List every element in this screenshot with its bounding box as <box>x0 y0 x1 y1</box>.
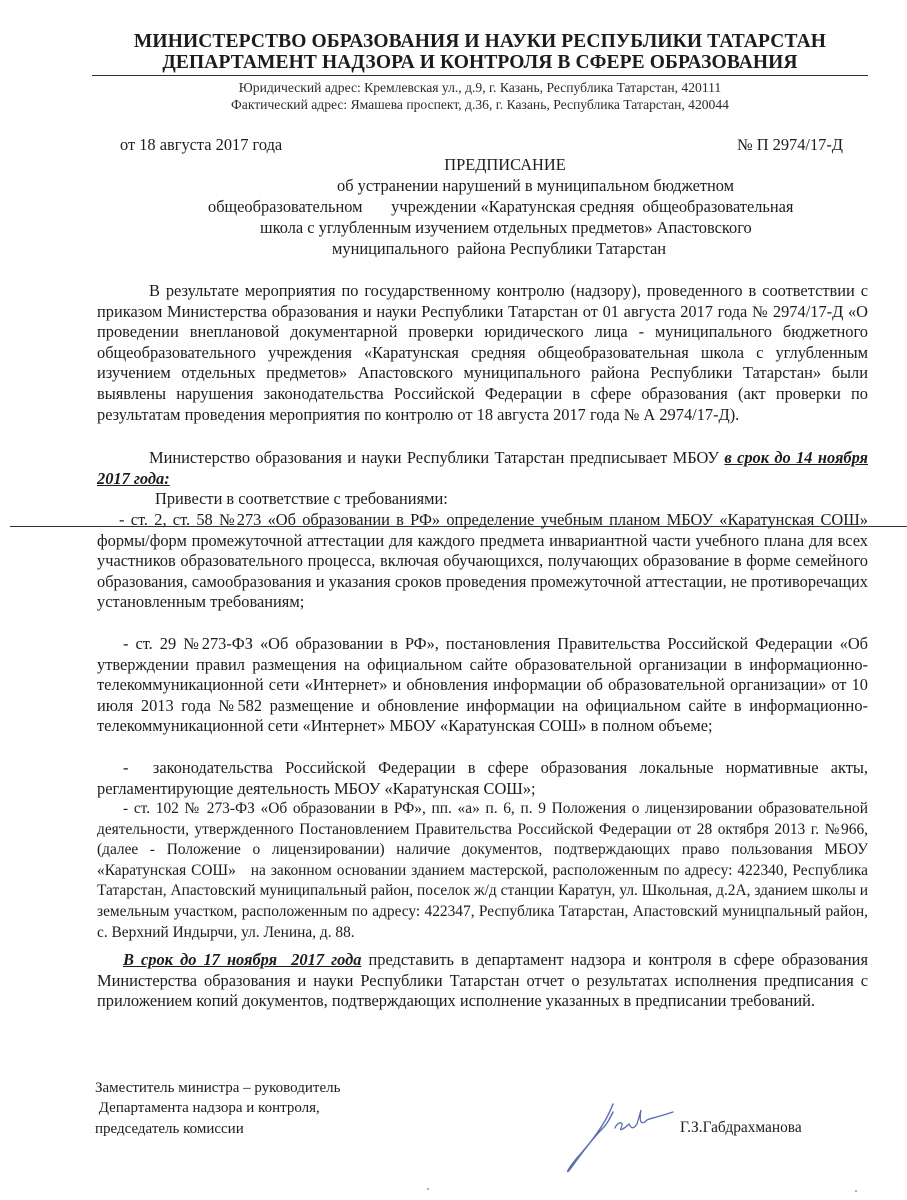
order-deadline: в срок до 14 ноября 2017 года: <box>97 448 868 488</box>
position-line-3: председатель комиссии <box>95 1120 244 1137</box>
intro-paragraph: В результате мероприятия по государственному контролю (надзору), проведенного в соответствии с приказом Министерства образования и науки Республики Татарстан от 01 августа 2017 года № 2974/17-Д «О проведении внеплановой документарной проверки юридического лица - муниципального бюджетного общеобразовательного учреждения «Каратунская средняя общеобразовательная школа с углубленным изучением отдельных предметов» Апастовского муниципального района Республики Татарстан» были выявлены нарушения законодательства Российской Федерации в сфере образования (акт проверки по результатам проведения мероприятия по контролю от 18 августа 2017 года № А 2974/17-Д). <box>97 281 868 424</box>
requirement-item-2: - ст. 29 №273-ФЗ «Об образовании в РФ», постановления Правительства Российской Федерации «Об утверждении правил размещения на официальном сайте образовательной организации в информационно-телекоммуникационной сети «Интернет» и обновления информации об образовательной организации» от 10 июля 2013 года №582 размещение и обновление информации на официальном сайте в информационно-телекоммуникационной сети «Интернет» МБОУ «Каратунская СОШ» в полном объеме; <box>97 634 868 736</box>
report-text: представить в департамент надзора и контроля в сфере образования Министерства образования и науки Республики Татарстан отчет о результатах исполнения предписания с приложением копий документов, подтверждающих исполнение указанных в предписании требований. <box>97 950 868 1011</box>
scan-speck <box>855 1190 857 1192</box>
document-date: от 18 августа 2017 года <box>120 135 283 154</box>
order-text: Министерство образования и науки Республики Татарстан предписывает МБОУ <box>149 448 725 467</box>
document-number: № П 2974/17-Д <box>736 135 843 154</box>
position-line-2: Департамента надзора и контроля, <box>95 1100 320 1117</box>
document-heading: ПРЕДПИСАНИЕ <box>444 155 566 174</box>
department-title: ДЕПАРТАМЕНТ НАДЗОРА И КОНТРОЛЯ В СФЕРЕ ОБРАЗОВАНИЯ <box>162 52 798 73</box>
subtitle-line-1: об устранении нарушений в муниципальном бюджетном <box>337 176 735 195</box>
requirement-item-1: - ст. 2, ст. 58 №273 «Об образовании в РФ» определение учебным планом МБОУ «Каратунская СОШ» формы/форм промежуточной аттестации для каждого предмета инвариантной части учебного плана для всех участников образовательного процесса, включая обучающихся, получающих образование в форме семейного образования, самообразования и указания сроков проведения промежуточной аттестации, не противоречащих установленным требованиям; <box>97 510 868 612</box>
handwritten-signature-icon <box>555 1098 690 1178</box>
requirements-heading: Привести в соответствие с требованиями: <box>155 489 448 508</box>
position-line-1: Заместитель министра – руководитель <box>95 1080 341 1096</box>
subtitle-line-2: общеобразовательном учреждении «Каратунская средняя общеобразовательная <box>208 197 794 216</box>
legal-address: Юридический адрес: Кремлевская ул., д.9, г. Казань, Республика Татарстан, 420111 <box>238 80 722 95</box>
letterhead-divider <box>92 75 868 76</box>
signatory-name: Г.З.Габдрахманова <box>680 1119 802 1136</box>
actual-address: Фактический адрес: Ямашева проспект, д.36, г. Казань, Республика Татарстан, 420044 <box>231 97 729 112</box>
requirement-item-4: - ст. 102 № 273-ФЗ «Об образовании в РФ», пп. «а» п. 6, п. 9 Положения о лицензировании образовательной деятельности, утвержденного Постановлением Правительства Российской Федерации от 28 октября 2013 г. №966, (далее - Положение о лицензировании) наличие документов, подтверждающих право пользования МБОУ «Каратунская СОШ» на законном основании зданием мастерской, расположенным по адресу: 422340, Республика Татарстан, Апастовский муниципальный район, поселок ж/д станции Каратун, ул. Школьная, д.2А, зданием школы и земельным участком, расположенным по адресу: 422347, Республика Татарстан, Апастовский муницпальный район, с. Верхний Индырчи, ул. Ленина, д. 88. <box>97 800 872 941</box>
scan-speck <box>427 1188 429 1190</box>
ministry-title: МИНИСТЕРСТВО ОБРАЗОВАНИЯ И НАУКИ РЕСПУБЛИКИ ТАТАРСТАН <box>133 31 827 52</box>
report-paragraph <box>97 950 868 1012</box>
order-paragraph <box>97 448 868 489</box>
report-deadline: В срок до 17 ноября 2017 года <box>123 950 362 969</box>
signatory-position <box>95 1078 340 1139</box>
subtitle-line-3: школа с углубленным изучением отдельных предметов» Апастовского <box>260 218 752 237</box>
requirement-item-3: - законодательства Российской Федерации в сфере образования локальные нормативные акты, регламентирующие деятельность МБОУ «Каратунская СОШ»; <box>97 758 873 798</box>
subtitle-line-4: муниципального района Республики Татарстан <box>332 239 667 258</box>
